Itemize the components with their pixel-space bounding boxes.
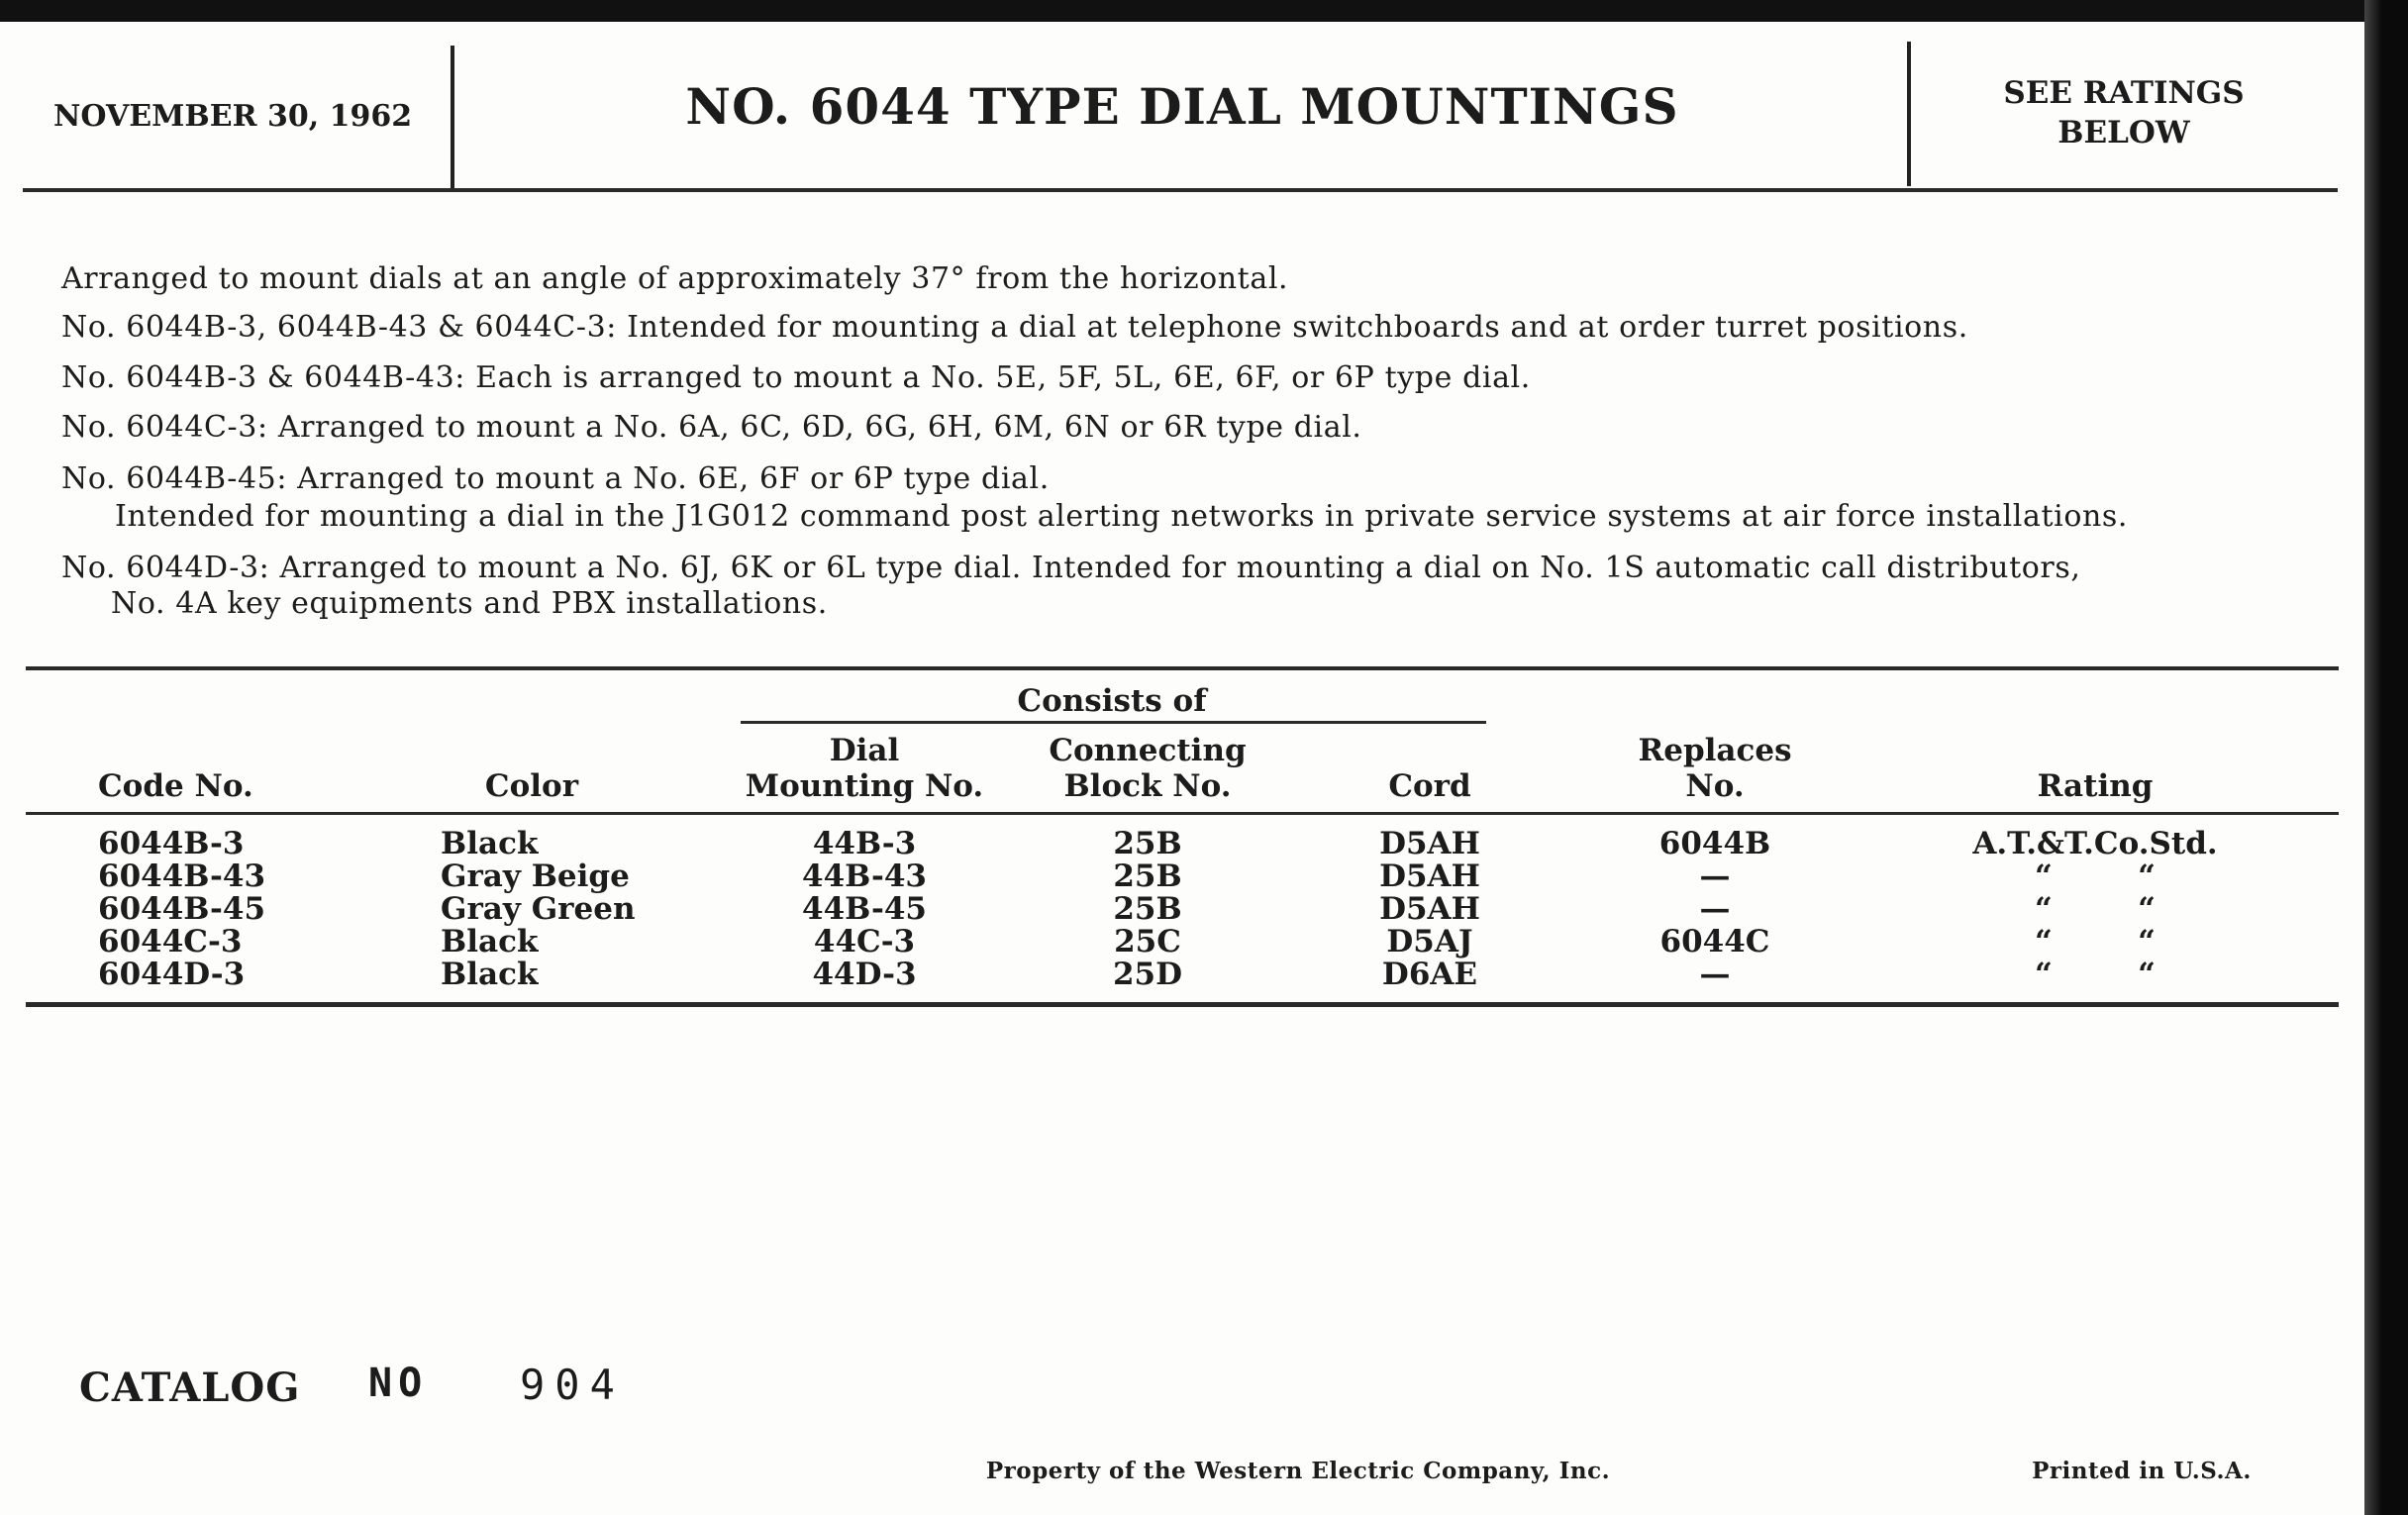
description-line: No. 6044D-3: Arranged to mount a No. 6J, 6K or 6L type dial. Intended for mounting a dial on No. 1S automatic call distributors, (61, 551, 2081, 585)
ratings-note-line: BELOW (2057, 115, 2190, 151)
header-rule (23, 188, 2338, 192)
header-line: Block No. (1063, 768, 1232, 804)
cell-replaces: — (1699, 858, 1731, 894)
catalog-label: CATALOG (79, 1364, 301, 1411)
table-row (0, 828, 2408, 860)
column-header-connecting-block (1049, 733, 1246, 804)
ratings-note-line: SEE RATINGS (2003, 75, 2245, 111)
header-line: Dial (829, 733, 900, 768)
column-header-dial-mounting (746, 733, 983, 804)
description-line: No. 6044B-45: Arranged to mount a No. 6E, 6F or 6P type dial. (61, 461, 1050, 496)
description-line: No. 6044B-3 & 6044B-43: Each is arranged to mount a No. 5E, 5F, 5L, 6E, 6F, or 6P type dial. (61, 360, 1531, 395)
cell-dial: 44B-45 (802, 891, 927, 927)
table-row (0, 893, 2408, 926)
cell-cord: D5AH (1379, 826, 1480, 861)
cell-replaces: — (1699, 891, 1731, 927)
description-line: No. 6044B-3, 6044B-43 & 6044C-3: Intended for mounting a dial at telephone switchboards and at order turret positions. (61, 310, 1968, 345)
cell-dial: 44B-43 (802, 858, 927, 894)
cell-replaces: 6044B (1658, 826, 1771, 861)
description-line: No. 4A key equipments and PBX installations. (111, 586, 828, 621)
cell-dial: 44B-3 (812, 826, 917, 861)
header-line: Mounting No. (745, 768, 984, 804)
cell-code: 6044B-43 (98, 858, 266, 894)
group-header-rule (741, 721, 1486, 724)
cell-color: Black (441, 957, 539, 992)
cell-block: 25C (1114, 924, 1181, 960)
cell-block: 25B (1113, 858, 1182, 894)
description-line: Arranged to mount dials at an angle of approximately 37° from the horizontal. (61, 261, 1289, 296)
cell-dial: 44C-3 (813, 924, 916, 960)
table-row (0, 926, 2408, 959)
column-header-replaces (1638, 733, 1791, 804)
catalog-number: 904 (520, 1361, 625, 1409)
document-date: NOVEMBER 30, 1962 (53, 99, 413, 134)
group-header-consists-of: Consists of (1017, 683, 1207, 719)
cell-code: 6044D-3 (98, 957, 246, 992)
cell-replaces: 6044C (1659, 924, 1770, 960)
header-divider (451, 46, 454, 190)
cell-cord: D5AJ (1386, 924, 1473, 960)
cell-code: 6044B-3 (98, 826, 245, 861)
cell-code: 6044C-3 (98, 924, 243, 960)
header-line: No. (1685, 768, 1745, 804)
cell-cord: D5AH (1379, 891, 1480, 927)
catalog-no-label: NO (368, 1361, 429, 1406)
footer-printed: Printed in U.S.A. (2032, 1458, 2252, 1484)
header-divider (1907, 42, 1911, 186)
cell-rating: “ “ (2034, 891, 2157, 927)
cell-block: 25D (1112, 957, 1183, 992)
cell-block: 25B (1113, 891, 1182, 927)
cell-code: 6044B-45 (98, 891, 266, 927)
description-line: No. 6044C-3: Arranged to mount a No. 6A, 6C, 6D, 6G, 6H, 6M, 6N or 6R type dial. (61, 410, 1362, 445)
column-header-rating: Rating (2037, 768, 2154, 804)
column-header-cord: Cord (1388, 768, 1471, 804)
ratings-note (2003, 73, 2244, 152)
cell-rating: “ “ (2034, 957, 2157, 992)
table-bottom-rule (26, 1002, 2339, 1007)
cell-replaces: — (1699, 957, 1731, 992)
cell-rating: “ “ (2034, 858, 2157, 894)
table-row (0, 959, 2408, 991)
column-header-code: Code No. (98, 768, 253, 804)
footer-property: Property of the Western Electric Company, Inc. (985, 1458, 1611, 1484)
table-header-rule (26, 812, 2339, 815)
table-row (0, 860, 2408, 893)
header-line: Replaces (1638, 733, 1792, 768)
column-header-color: Color (484, 768, 579, 804)
cell-color: Gray Beige (441, 858, 630, 894)
cell-color: Black (441, 826, 539, 861)
scan-edge-top (0, 0, 2408, 22)
cell-dial: 44D-3 (812, 957, 917, 992)
cell-color: Black (441, 924, 539, 960)
description-line: Intended for mounting a dial in the J1G012 command post alerting networks in private service systems at air force installations. (115, 499, 2129, 534)
scan-edge-right (2364, 0, 2408, 1515)
cell-cord: D5AH (1379, 858, 1480, 894)
header-line: Connecting (1049, 733, 1247, 768)
cell-rating: “ “ (2034, 924, 2157, 960)
cell-block: 25B (1113, 826, 1182, 861)
page-title: NO. 6044 TYPE DIAL MOUNTINGS (685, 77, 1679, 136)
table-top-rule (26, 666, 2339, 670)
cell-cord: D6AE (1381, 957, 1478, 992)
cell-rating: A.T.&T.Co.Std. (1972, 826, 2218, 861)
cell-color: Gray Green (441, 891, 636, 927)
